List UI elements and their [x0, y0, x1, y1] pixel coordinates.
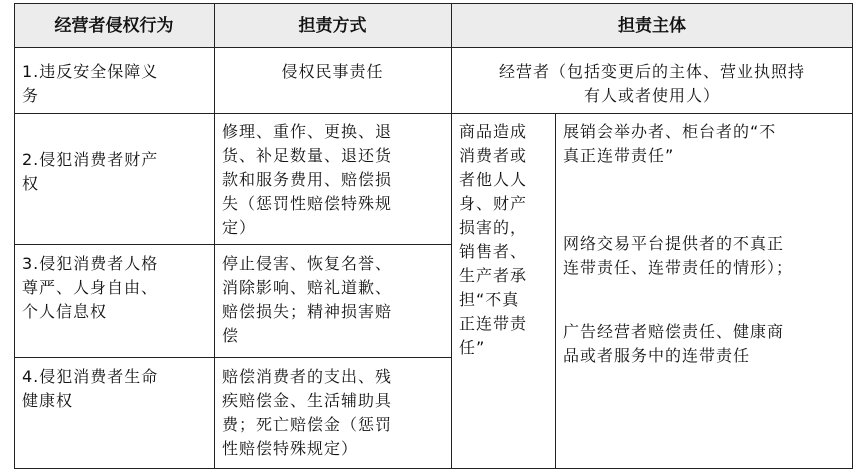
col-divider-subject [555, 113, 556, 469]
col-divider-2 [451, 3, 452, 469]
subject-seller-producer: 商品造成 消费者或 者他人人 身、财产 损害的， 销售者、 生产者承 担“不真 正连带责 任” [459, 122, 528, 357]
header-method: 担责方式 [298, 16, 367, 36]
subject-advertiser: 广告经营者赔偿责任、健康商 品或者服务中的连带责任 [563, 322, 785, 365]
row2-behavior: 2.侵犯消费者财产 权 [22, 150, 159, 193]
row-divider-2 [14, 244, 451, 245]
row-divider-3 [14, 357, 451, 358]
row-divider-header [14, 47, 853, 48]
row3-method: 停止侵害、恢复名誉、 消除影响、赔礼道歉、 赔偿损失；精神损害赔 偿 [222, 254, 393, 345]
row4-method: 赔偿消费者的支出、残 疾赔偿金、生活辅助具 费；死亡赔偿金（惩罚 性赔偿特殊规定） [222, 367, 393, 458]
header-behavior: 经营者侵权行为 [54, 16, 174, 36]
row4-behavior: 4.侵犯消费者生命 健康权 [22, 367, 159, 410]
row1-method: 侵权民事责任 [281, 62, 384, 81]
row1-subject: 经营者（包括变更后的主体、营业执照持 有人或者使用人） [498, 62, 805, 105]
row1-behavior: 1.违反安全保障义 务 [22, 62, 159, 105]
row-divider-1 [14, 113, 853, 114]
subject-exhibition: 展销会举办者、柜台者的“不 真正连带责任” [563, 122, 777, 165]
row3-behavior: 3.侵犯消费者人格 尊严、人身自由、 个人信息权 [22, 254, 159, 321]
row2-method: 修理、重作、更换、退 货、补足数量、退还货 款和服务费用、赔偿损 失（惩罚性赔偿特殊规 定） [222, 122, 393, 237]
header-subject: 担责主体 [618, 16, 686, 36]
subject-online-platform: 网络交易平台提供者的不真正 连带责任、连带责任的情形）； [563, 234, 794, 277]
